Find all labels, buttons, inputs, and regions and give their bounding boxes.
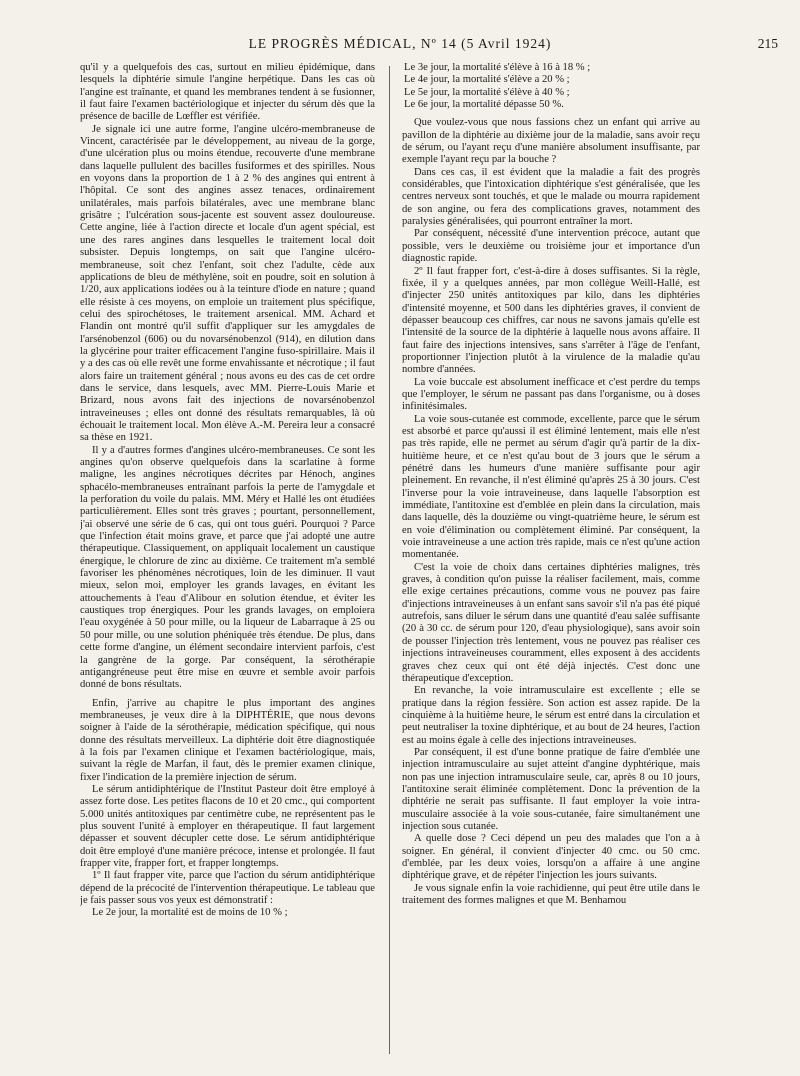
paragraph: La voie buccale est absolument inefficace et c'est perdre du temps que l'employer, le sérum ne passant pas dans l'organisme, ou à doses infinitésimales.	[402, 376, 700, 413]
running-title: LE PROGRÈS MÉDICAL, Nº 14 (5 Avril 1924)	[248, 36, 552, 51]
paragraph: 1º Il faut frapper vite, parce que l'action du sérum antidiphtérique dépend de la précocité de l'intervention thérapeutique. Le tableau que je fais passer sous vos yeux est démonstratif :	[80, 870, 375, 907]
right-column	[402, 62, 700, 1062]
mortality-line: Le 3e jour, la mortalité s'élève à 16 à 18 % ;	[404, 62, 591, 73]
paragraph: Par conséquent, il est d'une bonne pratique de faire d'emblée une injection intramusculaire au sujet atteint d'angine dyphtérique, mais non pas une injection intramusculaire seule, car, après 8 ou 10 jours, l'antitoxine serait éliminée complètement. Donc la prévention de la diphtérie ne serait pas suffisante. Il faut employer la voie intra-musculaire associée à la voie sous-cutanée, faire simultanément une injection sous cutanée.	[402, 746, 700, 832]
mortality-line: Le 2e jour, la mortalité est de moins de 10 % ;	[92, 907, 288, 919]
paragraph: En revanche, la voie intramusculaire est excellente ; elle se pratique dans la région fessière. Son action est assez rapide. De la cinquième à la huitième heure, le sérum est entré dans la circulation et peut neutraliser la toxine diphtérique, et au bout de 24 heures, l'action est au moins égale à celle des injections intraveineuses.	[402, 685, 700, 746]
paragraph: Par conséquent, nécessité d'une intervention précoce, autant que possible, vers le deuxième ou troisième jour et importance d'un diagnostic rapide.	[402, 228, 700, 265]
left-column	[80, 62, 375, 1062]
paragraph: Il y a d'autres formes d'angines ulcéro-membraneuses. Ce sont les angines qu'on observe quelquefois dans la scarlatine à forme maligne, les angines nécrotiques décrites par Hénoch, angines sphacélo-membraneuses entraînant parfois la perte de l'amygdale et la perforation du voile du palais. MM. Méry et Hallé les ont étudiées particulièrement. Elles sont très graves ; pourtant, personnellement, j'ai observé une série de 6 cas, qui ont tous guéri. Pourquoi ? Parce que l'infection était moins grave, et parce que j'ai adopté une autre thérapeutique. Classiquement, on appliquait localement un caustique énergique, le chlorure de zinc au dixième. Ce traitement m'a semblé favoriser les phénomènes nécrotiques, loin de les diminuer. Il vaut mieux, selon moi, employer les grands lavages, en évitant les attouchements à l'eau d'Alibour en solution étendue, et éviter les caustiques trop énergiques. Pour les grands lavages, on emploiera l'eau oxygénée à 50 pour mille, ou la liqueur de Labarraque à 25 ou 50 pour mille, ou une solution phéniquée très étendue. De plus, dans cette forme d'angine, un élément secondaire intervient parfois, c'est la gangrène de la gorge. Par conséquent, la sérothérapie antigangréneuse peut être mise en œuvre et semble avoir parfois donné de bons résultats.	[80, 444, 375, 691]
paragraph: 2º Il faut frapper fort, c'est-à-dire à doses suffisantes. Si la règle, fixée, il y a quelques années, par mon collègue Weill-Hallé, est d'injecter 250 unités antitoxiques par kilo, dans les diphtéries d'intensité moyenne, et 500 dans les diphtéries graves, il convient de dépasser beaucoup ces chiffres, car nous ne savons jamais qu'elle est l'intensité de la source de la diphtérie à laquelle nous avons affaire. Il faut faire des injections intensives, sans s'arrêter à l'âge de l'enfant, proportionner l'injection plutôt à la virulence de la maladie qu'au nombre d'années.	[402, 265, 700, 376]
mortality-line: Le 4e jour, la mortalité s'élève a 20 % ;	[404, 74, 570, 86]
page-header	[0, 36, 800, 58]
paragraph: Enfin, j'arrive au chapitre le plus important des angines membraneuses, je veux dire à la DIPHTÉRIE, que nous devons soigner à l'aide de la sérothérapie, médication spécifique, qui nous donne des résultats merveilleux. La diphtérie doit être diagnostiquée à la fois par l'examen clinique et l'examen bactériologique, mais, suivant la règle de Marfan, il faut, dès le premier examen clinique, fixer l'indication de la première injection de sérum.	[80, 697, 375, 783]
mortality-line: Le 6e jour, la mortalité dépasse 50 %.	[404, 99, 564, 111]
paragraph: qu'il y a quelquefois des cas, surtout en milieu épidémique, dans lesquels la diphtérie simule l'angine herpétique. Dans les cas où l'angine est traînante, et quand les membranes tendent à se fusionner, il faut faire l'examen bactériologique et injecter du sérum dès que la présence de bacille de Lœffler est vérifiée.	[80, 62, 375, 123]
paragraph: La voie sous-cutanée est commode, excellente, parce que le sérum est absorbé et parce qu'aussi il est éliminé lentement, mais elle n'est pas très rapide, elle ne permet au sérum d'agir qu'à partir de la dix-huitième heure, et ce n'est qu'au bout de 3 jours que le sérum a pénétré dans les humeurs d'une manière suffisante pour agir pleinement. En revanche, il n'est éliminé qu'après 25 à 30 jours. C'est l'inverse pour la voie intraveineuse, dans laquelle l'absorption est immédiate, l'antitoxine est d'emblée en plein dans la circulation, mais dans laquelle, dès la douzième ou vingt-quatrième heure, le sérum est en voie d'élimination ou complètement éliminé. Par conséquent, la voie intraveineuse a une action très rapide, mais ce n'est qu'une action momentanée.	[402, 413, 700, 561]
mortality-line: Le 5e jour, la mortalité s'élève à 40 % ;	[404, 86, 570, 98]
paragraph: Je signale ici une autre forme, l'angine ulcéro-membraneuse de Vincent, caractérisée par le développement, au niveau de la gorge, d'une ulcération plus ou moins étendue, recouverte d'une membrane dans laquelle pullulent des bacilles fusiformes et des spirilles. Nous en voyons dans la proportion de 1 à 2 % des angines qui entrent à l'hôpital. Ce sont des angines assez tenaces, ordinairement unilatérales, mais parfois bilatérales, avec une membrane blanc grisâtre ; l'ulcération sous-jacente est souvent assez douloureuse. Cette angine, liée à l'action directe et locale d'un agent spécial, est une des rares angines dans lesquelles le traitement local doit subsister. Depuis longtemps, on sait que l'angine ulcéro-membraneuse, soit chez l'enfant, soit chez l'adulte, cède aux applications de bleu de méthylène, soit en poudre, soit en solution à 1/20, aux applications iodées ou à la teinture d'iode en nature ; quand elle résiste à ces moyens, on emploie un traitement plus spécifique, celui des spirochétoses, le traitement arsenical. MM. Achard et Flandin ont montré qu'il suffit d'appliquer sur les amygdales de l'arsénobenzol (606) ou du novarsénobenzol (914), en dilution dans la glycérine pour traiter efficacement l'angine fuso-spirillaire. Mais il y a des cas où elle revêt une forme envahissante et nécrotique ; il faut alors faire un traitement général ; nous avons eu des cas de cet ordre dans le service, dans lesquels, avec MM. Pierre-Louis Marie et Brizard, nous avons fait des injections de novarsénobenzol intraveineuses ; elles ont donné des résultats remarquables, là où échouait le traitement local. Mon élève A.-M. Pereira leur a consacré sa thèse en 1921.	[80, 123, 375, 444]
page-number: 215	[757, 36, 778, 51]
paragraph: Le sérum antidiphtérique de l'Institut Pasteur doit être employé à assez forte dose. Les petites flacons de 10 et 20 cmc., qui comportent 5.000 unités antitoxiques par centimètre cube, ne représentent pas le plus souvent l'unité à employer en thérapeutique. Il faut largement dépasser et souvent décupler cette dose. Le sérum antidiphtérique doit être employé d'une manière précoce, intense et prolongée. Il faut frapper vite, frapper fort, et frapper longtemps.	[80, 783, 375, 869]
paragraph: A quelle dose ? Ceci dépend un peu des malades que l'on a à soigner. En général, il convient d'injecter 40 cmc. ou 50 cmc. d'emblée, par les deux voies, lorsqu'on a affaire à une angine diphtérique grave, et de répéter l'injection les jours suivants.	[402, 833, 700, 882]
paragraph: Que voulez-vous que nous fassions chez un enfant qui arrive au pavillon de la diphtérie au dixième jour de la maladie, sans avoir reçu de sérum, ou l'ayant reçu d'une manière absolument insuffisante, par exemple l'ayant reçu par la bouche ?	[402, 117, 700, 166]
paragraph: C'est la voie de choix dans certaines diphtéries malignes, très graves, à condition qu'on puisse la réaliser facilement, mais, comme elle exige certaines précautions, comme vous ne pouvez pas faire d'injections intraveineuses à un enfant sans savoir s'il n'a pas été piqué autrefois, sans diluer le sérum dans une quantité d'eau salée suffisante (20 à 30 cc. de sérum pour 120, d'eau physiologique), sans avoir soin de pousser l'injection très lentement, vous ne pouvez pas réaliser ces injections intraveineuses couramment, elles exposent à des accidents graves chez ceux qui ont été déjà injectés. C'est donc une thérapeutique d'exception.	[402, 561, 700, 684]
paragraph: Dans ces cas, il est évident que la maladie a fait des progrès considérables, que l'intoxication diphtérique s'est généralisée, que les centres nerveux sont touchés, et que le malade ou mourra rapidement de son angine, ou fera des complications graves, notamment des paralysies généralisées, qui pourront entraîner la mort.	[402, 166, 700, 228]
column-divider	[389, 66, 390, 1054]
paragraph: Je vous signale enfin la voie rachidienne, qui peut être utile dans le traitement des formes malignes et que M. Benhamou	[402, 882, 700, 907]
